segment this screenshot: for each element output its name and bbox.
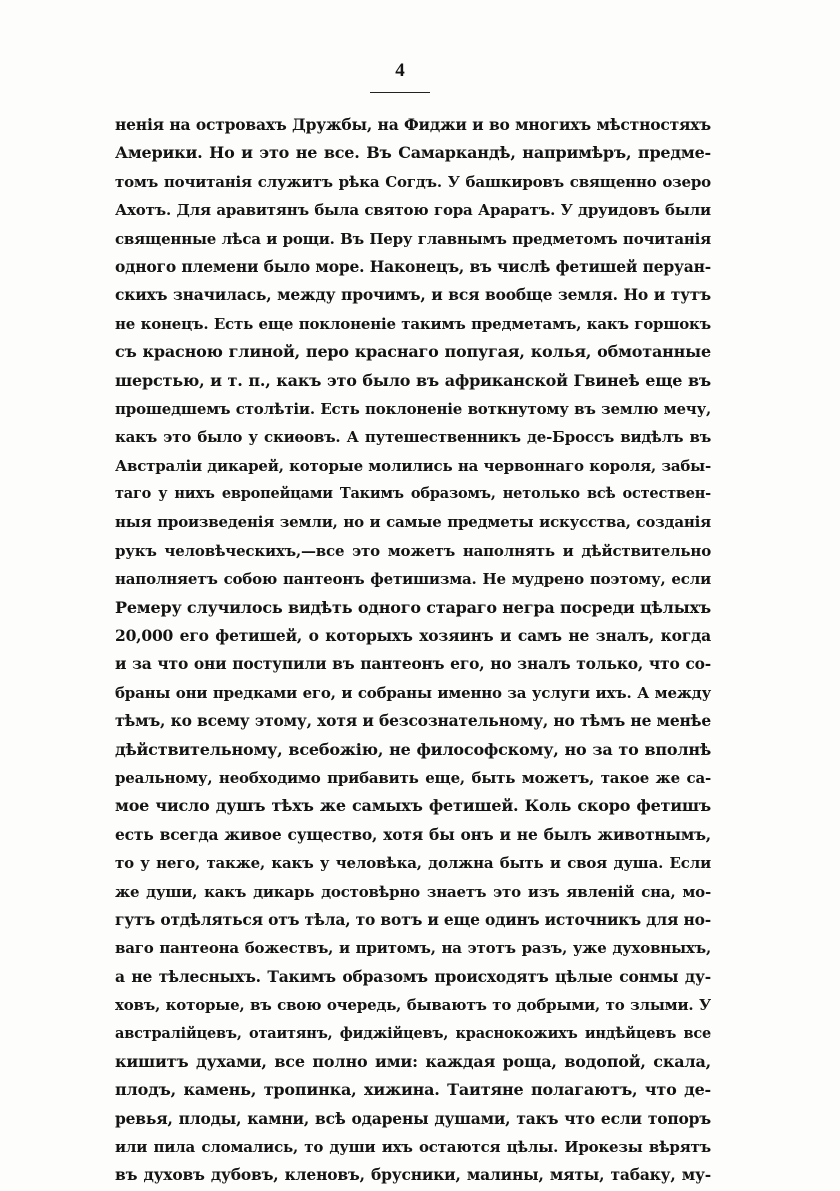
- text-line: австралійцевъ, отаитянъ, фиджійцевъ, краснокожихъ индѣйцевъ все: [115, 1024, 711, 1042]
- text-line: не конецъ. Есть еще поклоненіе такимъ предметамъ, какъ горшокъ: [115, 314, 711, 333]
- text-line: 20,000 его фетишей, о которыхъ хозяинъ и самъ не зналъ, когда: [115, 626, 711, 646]
- text-line: Ремеру случилось видѣть одного стараго негра посреди цѣлыхъ: [115, 597, 711, 617]
- text-line: то у него, также, какъ у человѣка, должна быть и своя душа. Если: [115, 854, 711, 873]
- text-line: браны они предками его, и собраны именно за услуги ихъ. А между: [115, 683, 711, 702]
- text-line: шерстью, и т. п., какъ это было въ африканской Гвинеѣ еще въ: [115, 370, 711, 390]
- text-line: плодъ, камень, тропинка, хижина. Таитяне полагаютъ, что де-: [115, 1080, 711, 1100]
- text-line: реальному, необходимо прибавить еще, быть можетъ, такое же са-: [115, 768, 711, 787]
- text-line: кишитъ духами, все полно ими: каждая роща, водопой, скала,: [115, 1051, 711, 1071]
- text-line: нeнiя на островахъ Дружбы, на Фиджи и во многихъ мѣстностяхъ: [115, 115, 711, 134]
- body-text: [115, 111, 711, 1190]
- text-line: Австраліи дикарей, которые молились на червоннаго короля, забы-: [115, 456, 711, 475]
- text-line: же души, какъ дикарь достовѣрно знаетъ это изъ явленій сна, мо-: [115, 882, 711, 901]
- text-line: священные лѣса и рощи. Въ Перу главнымъ предметомъ почитанія: [115, 229, 711, 248]
- text-line: а не тѣлесныхъ. Такимъ образомъ происходятъ цѣлые сонмы ду-: [115, 966, 711, 986]
- text-line: тѣмъ, ко всему этому, хотя и безсознательному, но тѣмъ не менѣе: [115, 711, 711, 731]
- text-line: ховъ, которые, въ свою очередь, бываютъ то добрыми, то злыми. У: [115, 996, 711, 1015]
- text-line: скихъ значилась, между прочимъ, и вся вообще земля. Но и тутъ: [115, 285, 711, 305]
- text-line: ваго пантеона божествъ, и притомъ, на этотъ разъ, уже духовныхъ,: [115, 939, 711, 958]
- text-line: въ духовъ дубовъ, кленовъ, брусники, малины, мяты, табаку, му-: [115, 1165, 711, 1185]
- text-line: Ахотъ. Для аравитянъ была святою гора Араратъ. У друидовъ были: [115, 201, 711, 220]
- text-line: или пила сломались, то души ихъ остаются цѣлы. Ирокезы вѣрятъ: [115, 1138, 711, 1157]
- text-line: Америки. Но и это не все. Въ Самаркандѣ, напримѣръ, предме-: [115, 143, 711, 163]
- page-number: 4: [395, 60, 405, 81]
- text-line: томъ почитанія служитъ рѣка Согдъ. У башкировъ священно озеро: [115, 172, 711, 191]
- text-line: гутъ отдѣляться отъ тѣла, то вотъ и еще одинъ источникъ для но-: [115, 909, 711, 929]
- text-line: съ красною глиной, перо краснаго попугая, колья, обмотанные: [115, 342, 711, 362]
- text-line: прошедшемъ столѣтіи. Есть поклоненіе воткнутому въ землю мечу,: [115, 399, 711, 418]
- text-line: таго у нихъ европейцами Такимъ образомъ, нетолько всѣ остествен-: [115, 485, 711, 503]
- text-line: ныя произведенія земли, но и самые предметы искусства, созданія: [115, 513, 711, 532]
- text-line: наполняетъ собою пантеонъ фетишизма. Не мудрено поэтому, если: [115, 570, 711, 589]
- text-line: рукъ человѣческихъ,—все это можетъ наполнять и дѣйствительно: [115, 541, 711, 560]
- text-line: одного племени было море. Наконецъ, въ числѣ фетишей перуан-: [115, 256, 711, 276]
- page-number-rule: [370, 92, 430, 93]
- text-line: есть всегда живое существо, хотя бы онъ и не былъ животнымъ,: [115, 824, 711, 844]
- text-line: дѣйствительному, всебожію, не философскому, но за то вполнѣ: [115, 739, 711, 759]
- text-line: ревья, плоды, камни, всѣ одарены душами, такъ что если топоръ: [115, 1108, 711, 1128]
- text-line: и за что они поступили въ пантеонъ его, но зналъ только, что со-: [115, 654, 711, 674]
- text-line: мое число душъ тѣхъ же самыхъ фетишей. Коль скоро фетишъ: [115, 796, 711, 816]
- text-line: какъ это было у скиѳовъ. А путешественникъ де-Броссъ видѣлъ въ: [115, 428, 711, 447]
